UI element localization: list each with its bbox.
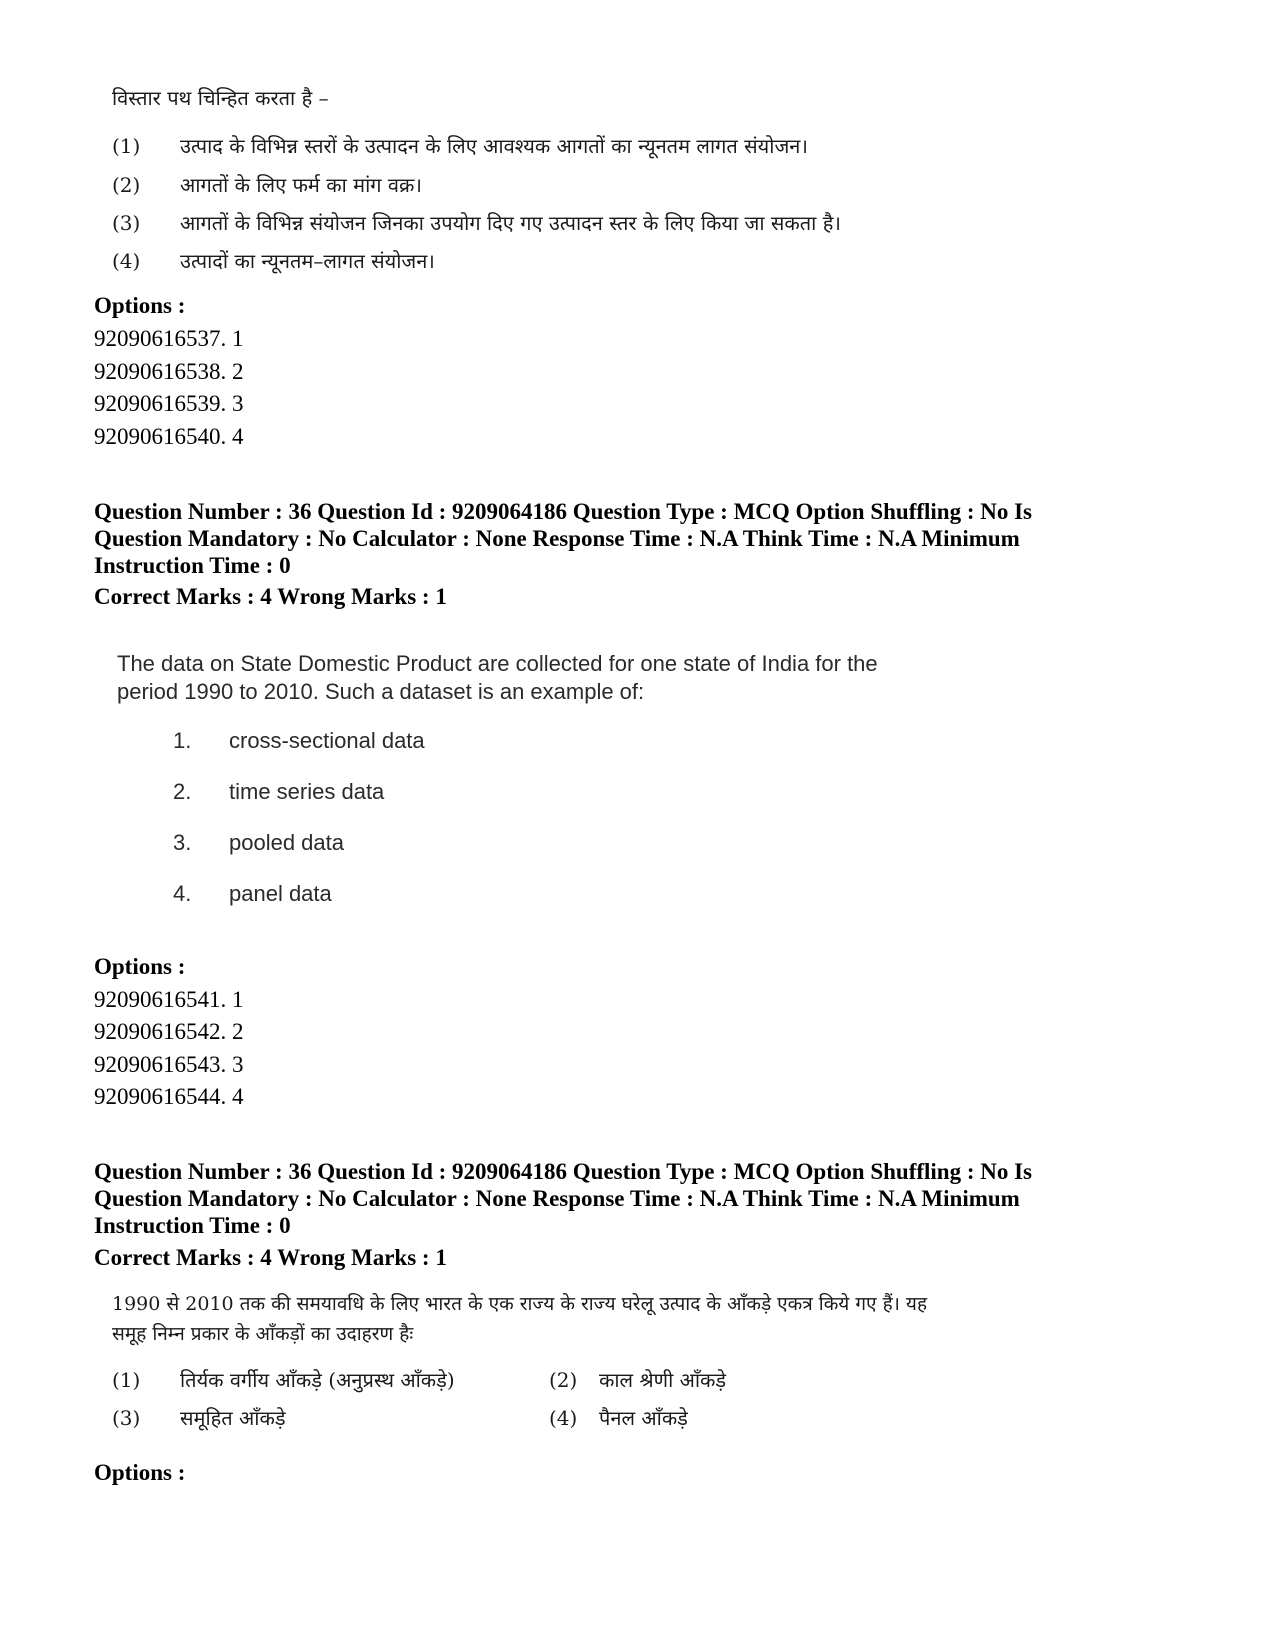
choice-number: (1) [112,1368,141,1392]
q35-option-4: 92090616540. 4 [94,424,244,449]
q36-hi-choice-2 [549,1366,726,1393]
choice-text: आगतों के विभिन्न संयोजन जिनका उपयोग दिए गए उत्पादन स्तर के लिए किया जा सकता है। [180,211,841,235]
choice-text: उत्पादों का न्यूनतम–लागत संयोजन। [180,249,435,273]
q35-stem: विस्तार पथ चिन्हित करता है – [112,86,329,110]
q36-en-option-2: 92090616542. 2 [94,1019,244,1044]
choice-text: काल श्रेणी आँकड़े [599,1368,727,1392]
choice-number: 2. [173,779,192,804]
q36-en-choice-1 [173,728,425,754]
q36-en-meta [94,498,1184,579]
meta-line: Instruction Time : 0 [94,553,291,578]
q36-en-choice-4 [173,881,332,907]
q36-en-option-1: 92090616541. 1 [94,987,244,1012]
meta-line: Question Mandatory : No Calculator : None Response Time : N.A Think Time : N.A Minimum [94,526,1020,551]
stem-line: period 1990 to 2010. Such a dataset is an example of: [117,679,645,704]
meta-line: Instruction Time : 0 [94,1213,291,1238]
choice-number: 3. [173,830,192,855]
q35-option-2: 92090616538. 2 [94,359,244,384]
choice-text: pooled data [229,830,344,855]
q36-hi-choice-1 [112,1366,455,1393]
choice-number: (3) [112,1406,141,1430]
choice-number: (2) [112,173,141,197]
q36-en-stem [117,650,878,706]
q36-en-option-4: 92090616544. 4 [94,1084,244,1109]
choice-text: पैनल आँकड़े [599,1406,688,1430]
choice-number: (1) [112,134,141,158]
choice-text: आगतों के लिए फर्म का मांग वक्र। [180,173,422,197]
choice-number: (4) [549,1406,578,1430]
q35-option-3: 92090616539. 3 [94,391,244,416]
q36-en-option-3: 92090616543. 3 [94,1052,244,1077]
meta-line: Question Number : 36 Question Id : 9209064186 Question Type : MCQ Option Shuffling : No Is [94,1159,1033,1184]
q36-hi-marks: Correct Marks : 4 Wrong Marks : 1 [94,1245,447,1270]
choice-text: panel data [229,881,332,906]
q35-choice-4 [112,247,435,274]
choice-number: (2) [549,1368,578,1392]
choice-text: time series data [229,779,385,804]
q36-hi-options-label: Options : [94,1460,186,1485]
q36-en-marks: Correct Marks : 4 Wrong Marks : 1 [94,584,447,609]
meta-line: Question Number : 36 Question Id : 9209064186 Question Type : MCQ Option Shuffling : No Is [94,499,1033,524]
choice-text: तिर्यक वर्गीय आँकड़े (अनुप्रस्थ आँकड़े) [180,1368,455,1392]
q36-en-choice-3 [173,830,344,856]
q36-en-options-label: Options : [94,954,186,979]
q36-en-choice-2 [173,779,384,805]
choice-number: (4) [112,249,141,273]
meta-line: Question Mandatory : No Calculator : None Response Time : N.A Think Time : N.A Minimum [94,1186,1020,1211]
stem-line: समूह निम्न प्रकार के आँकड़ों का उदाहरण हैः [112,1323,414,1345]
choice-text: cross-sectional data [229,728,425,753]
q36-hi-stem [112,1289,927,1349]
stem-line: 1990 से 2010 तक की समयावधि के लिए भारत के एक राज्य के राज्य घरेलू उत्पाद के आँकड़े एकत्र किये गए हैं। यह [112,1293,928,1315]
q35-choice-3 [112,209,841,236]
q36-hi-meta [94,1158,1184,1239]
q35-choice-1 [112,132,808,159]
q35-option-1: 92090616537. 1 [94,326,244,351]
q35-options-label: Options : [94,293,186,318]
choice-number: (3) [112,211,141,235]
choice-number: 4. [173,881,192,906]
q36-hi-choice-3 [112,1404,286,1431]
choice-text: समूहित आँकड़े [180,1406,286,1430]
q35-choice-2 [112,171,422,198]
choice-number: 1. [173,728,192,753]
choice-text: उत्पाद के विभिन्न स्तरों के उत्पादन के लिए आवश्यक आगतों का न्यूनतम लागत संयोजन। [180,134,808,158]
q36-hi-choice-4 [549,1404,688,1431]
stem-line: The data on State Domestic Product are collected for one state of India for the [117,651,878,676]
